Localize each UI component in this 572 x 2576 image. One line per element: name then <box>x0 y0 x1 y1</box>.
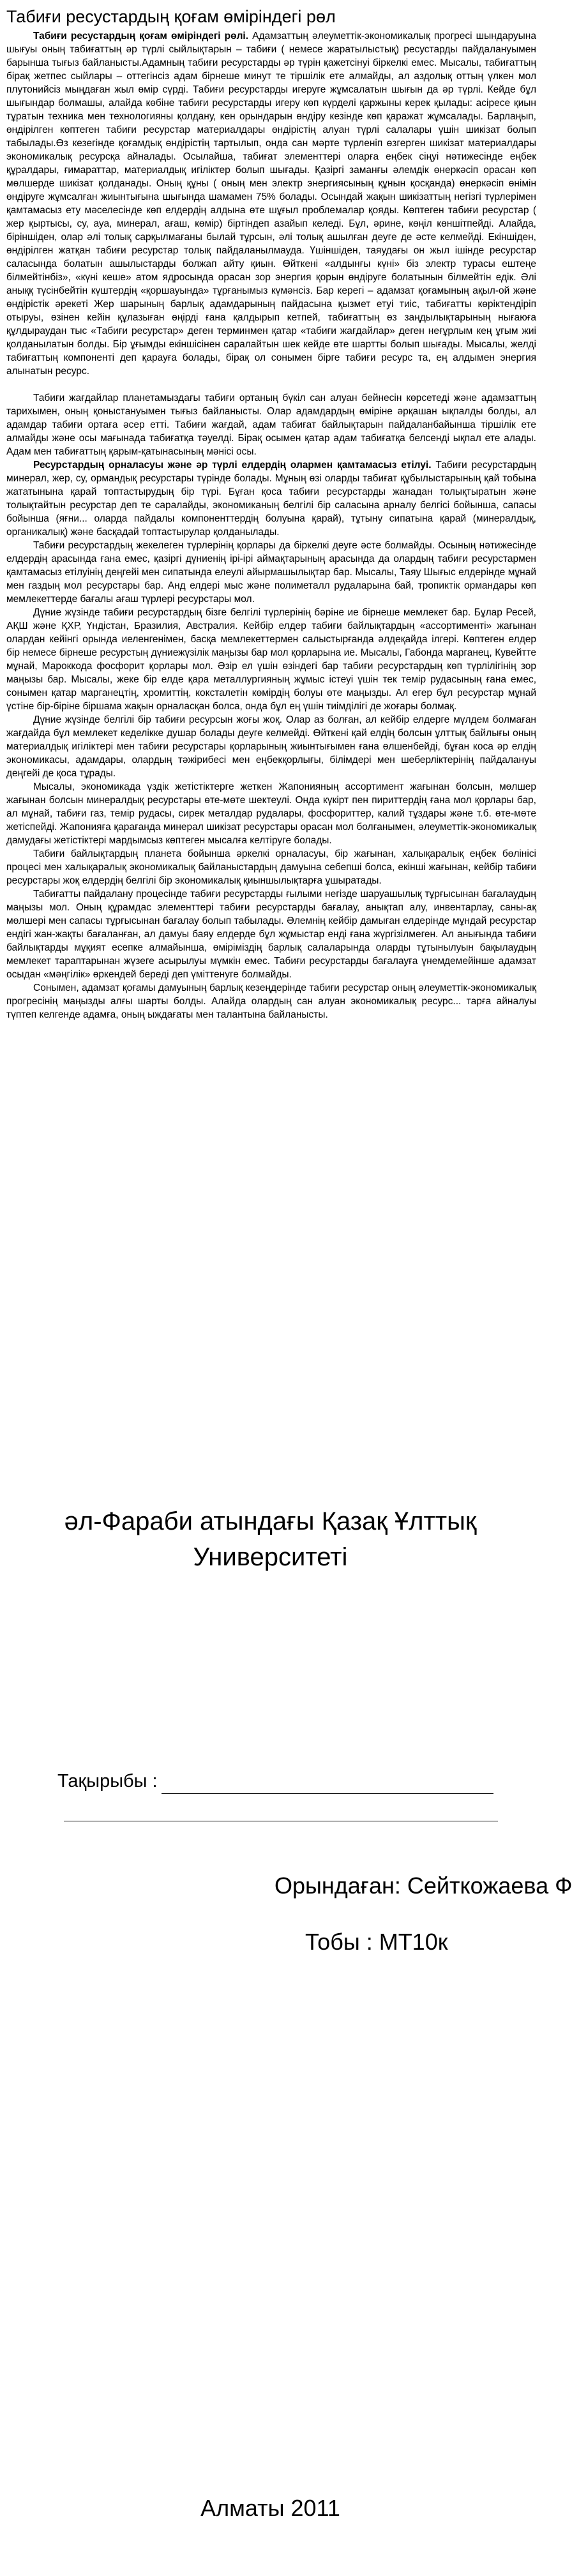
essay-paragraph <box>6 391 536 458</box>
paragraph-lead: Табиғи ресустардың қоғам өміріндегі рөлі. <box>33 31 249 41</box>
paragraph-text: Табиғи ресурстардың жекелеген түрлерінің қорлары да біркелкі деуге әсте болмайды. Осының нәтижесінде елдердің арасында ғана емес, қазіргі дүниенің ірі-ірі аймақтарының арасында да олардың табиғи ресурстармен қамтамасыз етілуінің деңгейі мен сипатында елеулі айырмашылықтар бар. Мысалы, Таяу Шығыс елдерінде мұнай мен газдың мол ресурстары бар. Анд елдері мыс және полиметалл рудаларына бай, тропиктік ормандары көп мемлекеттерде бағалы ағаш түрлері ресурстары мол. <box>6 540 536 605</box>
paragraph-text: Мысалы, экономикада үздік жетістіктерге жеткен Жапонияның ассортимент жағынан болсын, мөлшер жағынан болсын минералдық ресурстары өте-мөте шектеулі. Онда күкірт пен пириттердің ғана мол қорлары бар, ал мұнай, табиғи газ, темір рудасы, сирек металдар рудалары, фосфориттер, калий тұздары және т.б. өте-мөте жетіспейді. Жапонияға қарағанда минерал шикізат ресурстары орасан мол болғанымен, әлеуметтік-экономикалық дамудағы жетістіктері мардымсыз көптеген мысалға келтіруге болады. <box>6 781 536 846</box>
essay-body <box>6 29 536 1021</box>
topic-label: Тақырыбы : <box>57 1771 158 1791</box>
university-name <box>0 1503 541 1575</box>
paragraph-text: Сонымен, адамзат қоғамы дамуының барлық кезеңдерінде табиғи ресурстар оның әлеуметтік-экономикалық прогресінің маңызды алғы шарты болды. Алайда олардың сан алуан экономикалық ресурс... тарға айналуы түптеп келгенде адамға, оның ыждағаты мен талантына байланысты. <box>6 983 536 1020</box>
university-name-line1: әл-Фараби атындағы Қазақ Ұлттық <box>64 1507 477 1535</box>
paragraph-text: Табиғи байлықтардың планета бойынша әркелкі орналасуы, бір жағынан, халықаралық еңбек бөлінісі процесі мен халықаралық экономикалық байланыстардың дамуына себепші болса, екінші жағынан, кейбір табиғи ресурстары жоқ елдердің белгілі бір экономикалық қиыншылықтарға ұшыратады. <box>6 848 536 886</box>
city-year: Алматы 2011 <box>200 2495 340 2521</box>
essay-paragraph <box>6 887 536 981</box>
university-name-line2: Университеті <box>193 1543 348 1571</box>
paragraph-text: Дүние жүзінде белгілі бір табиғи ресурсын жоғы жоқ. Олар аз болған, ал кейбір елдерге мүлдем болмаған жағдайда бұл мемлекет кеделікке душар болады деуге келмейді. Өйткені қай елдің болсын ұлттық байлығы оның материалдық игіліктері мен табиғи ресурстары қорларының жиынтығымен ғана өлшенбейді, бұған коса әр елдің экономикасы, адамдары, олардың тәжірибесі мен еңбекқорлығы, білімдері мен шеберліктерінің пайдалануы деңгейі де қоса тұрады. <box>6 714 536 779</box>
essay-paragraph <box>6 29 536 378</box>
topic-underline <box>162 1777 493 1794</box>
essay-paragraph <box>6 780 536 847</box>
essay-paragraph <box>6 458 536 539</box>
topic-underline-second <box>64 1798 498 1821</box>
paragraph-text: Табиғи жағдайлар планетамыздағы табиғи ортаның бүкіл сан алуан бейнесін көрсетеді және адамзаттың тарихымен, оның қоныстануымен тығыз байланысты. Олар адамдардың өміріне әрқашан ықпалды болды, ал адамдар табиғи ортаға әсер етті. Табиғи жағдай, адам табиғат байлықтарын пайдаланбайынша тіршілік ете алмайды және осы мағынада табиғатқа тәуелді. Бірақ осымен қатар адам табиғатқа белсенді ықпал ете алады. Адам мен табиғаттың қарым-қатынасының мәнісі осы. <box>6 393 536 457</box>
topic-block <box>57 1768 504 1821</box>
essay-paragraph <box>6 713 536 780</box>
essay-paragraph <box>6 981 536 1021</box>
essay-title: Табиғи ресустардың қоғам өміріндегі рөл <box>6 7 336 26</box>
paragraph-text: Адамзаттың әлеуметтік-экономикалық прогресі шындаруына шығуы оның табиғаттың әр түрлі сыйлықтарын – табиғи ( немесе жаратылыстық) ресустарды пайдалануымен барынша тығыз байланысты.Адамның табиғи ресурстарды әр түрін қажетсінуі біркелкі емес. Мысалы, табиғаттың бірақ жетпес сыйлары – оттегінсіз адам бірнеше минут те тіршілік ете алмайды, ал аздолық оттың үлкен мол плутонийсіз мыңдаған жыл өмір сүрді. Табиғи ресурстарды игеруге жұмсалатын шығын да әр түрлі. Кейде бұл шығындар болмашы, алайда көбіне табиғи ресурстарды игеру көп күрделі қаржыны керек қылады: асіресе қиын тұратын техника мен технологияны қолдану, кен орындарын өндіру кезінде көп қаражат жұмсалады. Барлаңып, өндірілген көптеген табиғи ресурстар материалдары өндірістің алуан түрлі салалары үшін шикізат болып табылады.Өз кезегінде қоғамдық өндірістің тартылып, онда сан мәрте түрленіп өзгерген шикізат материалдары экономикалық ресурсқа айналады. Осылайша, табиғат элементтері оларға еңбек сіңуі нәтижесінде еңбек құралдары, ғимараттар, материалдық игіліктер болып шығады. Қазіргі заманғы әлемдік өнеркәсіп орасан көп мөлшерде шикізат қолданады. Оның құны ( оның мен электр энергиясының құнын қосқанда) өнеркәсіп өнімін өндіруге жұмсалған жиынтығына шығында шамамен 75% болады. Осындай жақын шикізаттың негізгі түрлерімен қамтамасыз ету мәселесінде көп елдердің алдына өте шұғыл проблемалар қояды. Көптеген табиғи ресурстар ( жер қыртысы, су, ауа, минерал, ағаш, көмір) біртіндеп азайып келеді. Бұл, әрине, көңіл көншітпейді. Алайда, біріншіден, олар әлі толық сарқылмағаны былай тұрсын, әлі толық ашылған деуге де әсте келмейді. Екіншіден, өндірілген жатқан табиғи ресурстар толық пайдаланылмауда. Үшіншіден, таяудағы он жыл ішінде ресурстар саласында болатын ашылыстарды болжап айту қиын. Өйткені «алдынғы күні» біз электр турасы ештеңе білмейтінбіз», «күні кеше» атом ядросында орасан зор энергия қорын өндіруге болатынын білмейтін едік. Әлі аныққ түсінбейтін күштердің «қоршауында» тұрғанымыз күмәнсіз. Бар керегі – адамзат қоғамының ақыл-ой және өндірістік әрекеті Жер шарының барлық адамдарының пайдасына қызмет етуі тиіс, табиғатты көріктендіріп отыруы, өзінен кейін құлазыған өңірді ғана қалдырып кетпей, табиғаттың өз заңдылықтарының нығаюға құлдыраудан тыс «Табиғи ресурстар» деген терминмен қатар «табиғи жағдайлар» деген неғұрлым кең ұғым жиі қолданылатын болды. Бір ұғымды екіншісінен саралайтын шек кейде өте шартты болып шығады. Мысалы, желді табиғаттың компоненті деп қарауға болады, бірақ ол сонымен бірге табиғи ресурс та, ең алдымен энергия алынатын ресурс. <box>6 31 536 377</box>
paragraph-lead: Ресурстардың орналасуы және әр түрлі елдердің олармен қамтамасыз етілуі. <box>33 460 432 471</box>
essay-paragraph <box>6 847 536 887</box>
paragraph-text: Табиғатты пайдалану процесінде табиғи ресурстарды ғылыми негізде шаруашылық тұрғысынан бағалаудың маңызы мол. Оның құрамдас элементтері табиғи ресурстарды бағалау, анықтап алу, инвентарлау, саны-ақ мөлшері мен сапасы тұрғысынан бағалау болып табылады. Әлемнің кейбір дамыған елдерінде мұндай ресурстар ендігі жан-жақты бағаланған, ал дамуы баяу елдерде бұл жұмыстар енді ғана жүргізілмеген. Ал анығында табиғи байлықтарды мұқият есепке алмайынша, өміріміздің барлық салаларында оларды тұтынылуын бақылаудың мемлекет тараптарынан жүзеге асырылуы мүмкін емес. Табиғи ресурстарды бағалауға үнемдемейінше адамзат осыдан «мәңгілік» өркендей береді деп үміттенуге болмайды. <box>6 889 536 980</box>
group-line: Тобы : МТ10к <box>305 1929 448 1955</box>
essay-paragraph <box>6 606 536 713</box>
essay-paragraph <box>6 539 536 606</box>
paragraph-text: Табиғи ресурстардың минерал, жер, су, ормандық ресурстары түрінде болады. Мұның өзі оларды табиғат құбылыстарының қай тобына жататынына қарай топтастырудың бір түрі. Бұған қоса табиғи ресурстарды жанадан толықтыратын және толықтайтын ресурстар деп те саралайды, экономиканың белгілі бір саласына арналу белгісі бойынша, сапасы бойынша (яғни... оларда пайдалы компоненттердің болуына қарай), тұтыну сипатына қарай (минералдық, органикалық) және басқадай топтастырулар қолданылады. <box>6 460 536 538</box>
paragraph-text: Дүние жүзінде табиғи ресурстардың бізге белгілі түрлерінің бәріне ие бірнеше мемлекет бар. Бұлар Ресей, АҚШ және ҚХР, Үндістан, Бразилия, Австралия. Кейбір елдер табиғи байлықтардың «ассортименті» жағынан олардан кейінгі орында иеленгенімен, басқа мемлекеттермен салыстырғанда әлдеқайда ілгері. Көптеген елдер бір немесе бірнеше ресурстың дүниежүзілік маңызы бар мол қорларына ие. Мысалы, Габонда марганец, Кувейтте мұнай, Мароккода фосфорит қорлары мол. Әзір ел үшін өзіндегі бар табиғи ресурстардың көп түрлілігінің зор маңызы бар. Мысалы, жеке бір елде қара металлургияның жұмыс істеуі үшін тек темір рудасының ғана емес, сонымен қатар марганецтің, хромиттің, коксталетін көмірдің болуы өте маңызды. Ал егер бұл ресурстар мұнай үстіне бір-біріне біршама жақын орналасқан болса, онда бұл ең үшін тиімділігі де жоғары болмақ. <box>6 607 536 712</box>
author-line: Орындаған: Сейткожаева Ф <box>275 1872 572 1899</box>
